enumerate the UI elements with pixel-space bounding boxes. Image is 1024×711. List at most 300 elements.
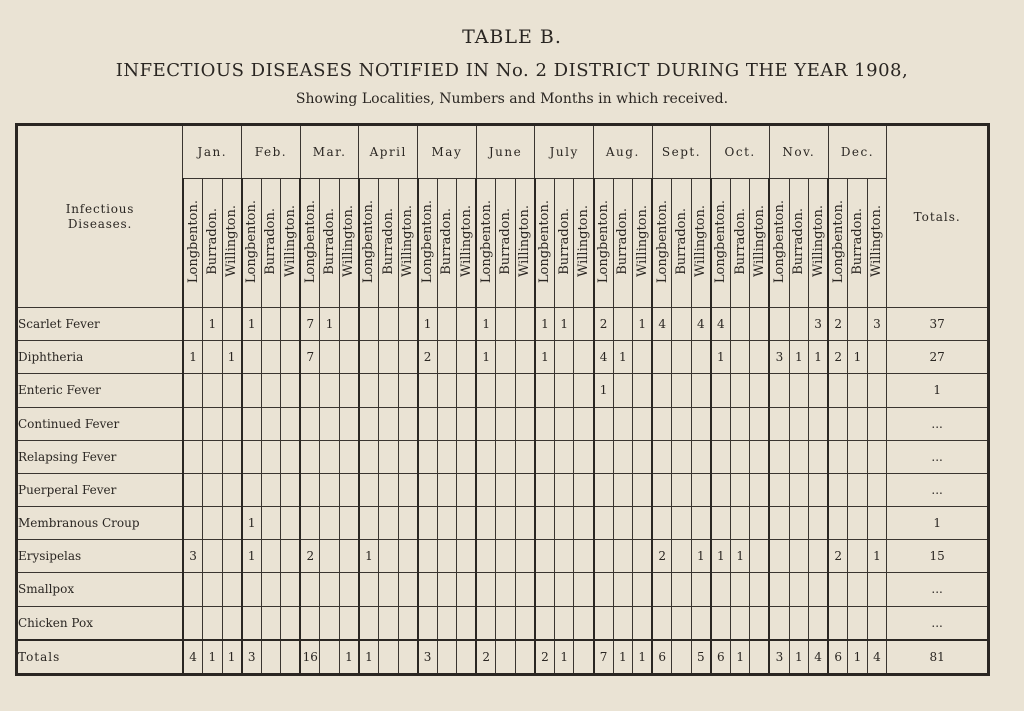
count-cell: [496, 640, 516, 675]
locality-header-cell: [496, 179, 516, 308]
row-total: 15: [887, 540, 989, 573]
count-cell: 1: [242, 540, 262, 573]
table-body: [17, 308, 989, 675]
count-cell: [594, 440, 614, 473]
count-cell: [535, 573, 555, 606]
count-cell: [672, 640, 692, 675]
locality-header-cell: [574, 179, 594, 308]
count-cell: 1: [613, 341, 633, 374]
count-cell: [574, 573, 594, 606]
locality-header: Longbenton.: [596, 199, 612, 284]
count-cell: [261, 573, 281, 606]
count-cell: [809, 440, 829, 473]
count-cell: [339, 308, 359, 341]
locality-header-cell: [281, 179, 301, 308]
locality-header: Longbenton.: [478, 199, 494, 284]
count-cell: [574, 374, 594, 407]
row-label: Totals: [17, 640, 183, 675]
count-cell: [672, 573, 692, 606]
count-cell: [789, 573, 809, 606]
locality-header: Willington.: [575, 205, 591, 278]
count-cell: [457, 440, 477, 473]
count-cell: [261, 606, 281, 640]
disease-header-line2: Diseases.: [67, 216, 133, 231]
count-cell: [418, 573, 438, 606]
count-cell: [339, 374, 359, 407]
count-cell: [261, 507, 281, 540]
count-cell: [672, 606, 692, 640]
count-cell: [789, 440, 809, 473]
locality-header-cell: [730, 179, 750, 308]
count-cell: 16: [300, 640, 320, 675]
count-cell: [496, 606, 516, 640]
count-cell: [769, 440, 789, 473]
count-cell: [828, 473, 848, 506]
locality-header-cell: [203, 179, 223, 308]
row-total: ...: [887, 606, 989, 640]
count-cell: [574, 507, 594, 540]
count-cell: [613, 374, 633, 407]
count-cell: [809, 507, 829, 540]
locality-header-cell: [359, 179, 379, 308]
count-cell: [828, 440, 848, 473]
count-cell: 1: [730, 640, 750, 675]
locality-header: Willington.: [341, 205, 357, 278]
count-cell: [515, 573, 535, 606]
count-cell: 2: [828, 540, 848, 573]
count-cell: [222, 374, 242, 407]
count-cell: [437, 341, 457, 374]
count-cell: [183, 507, 203, 540]
count-cell: [339, 606, 359, 640]
count-cell: 1: [848, 640, 868, 675]
count-cell: [613, 473, 633, 506]
count-cell: [672, 540, 692, 573]
locality-header-cell: [515, 179, 535, 308]
count-cell: [203, 341, 223, 374]
count-cell: 1: [418, 308, 438, 341]
page-title: INFECTIOUS DISEASES NOTIFIED IN No. 2 DISTRICT DURING THE YEAR 1908,: [115, 60, 909, 81]
locality-header-cell: [769, 179, 789, 308]
locality-header-cell: [339, 179, 359, 308]
count-cell: [281, 407, 301, 440]
count-cell: [613, 540, 633, 573]
locality-header: Longbenton.: [830, 199, 846, 284]
count-cell: [476, 440, 496, 473]
count-cell: [378, 573, 398, 606]
count-cell: [203, 374, 223, 407]
count-cell: [691, 507, 711, 540]
count-cell: [398, 606, 418, 640]
count-cell: [457, 341, 477, 374]
row-total: 27: [887, 341, 989, 374]
count-cell: [789, 606, 809, 640]
count-cell: [378, 374, 398, 407]
count-cell: [398, 308, 418, 341]
count-cell: 1: [242, 507, 262, 540]
count-cell: [554, 473, 574, 506]
count-cell: 1: [476, 341, 496, 374]
count-cell: [203, 440, 223, 473]
totals-row: [17, 640, 989, 675]
count-cell: [359, 374, 379, 407]
count-cell: 1: [594, 374, 614, 407]
count-cell: [535, 473, 555, 506]
count-cell: [339, 440, 359, 473]
count-cell: [730, 573, 750, 606]
locality-header: Willington.: [693, 205, 709, 278]
table-row: [17, 308, 989, 341]
count-cell: [515, 507, 535, 540]
locality-header: Willington.: [282, 205, 298, 278]
count-cell: 6: [711, 640, 731, 675]
count-cell: 3: [242, 640, 262, 675]
count-cell: [828, 573, 848, 606]
count-cell: [320, 573, 340, 606]
count-cell: [554, 374, 574, 407]
count-cell: [672, 374, 692, 407]
count-cell: [398, 374, 418, 407]
count-cell: [574, 640, 594, 675]
count-cell: [242, 573, 262, 606]
count-cell: [418, 374, 438, 407]
count-cell: [594, 573, 614, 606]
count-cell: [574, 440, 594, 473]
count-cell: 2: [418, 341, 438, 374]
count-cell: [242, 374, 262, 407]
count-cell: 1: [613, 640, 633, 675]
table-row: [17, 341, 989, 374]
count-cell: [183, 606, 203, 640]
locality-header-cell: [535, 179, 555, 308]
count-cell: [320, 507, 340, 540]
infectious-diseases-table: [15, 123, 990, 676]
locality-header-cell: [261, 179, 281, 308]
count-cell: [535, 440, 555, 473]
count-cell: [398, 640, 418, 675]
count-cell: 3: [769, 640, 789, 675]
count-cell: [457, 606, 477, 640]
count-cell: [554, 573, 574, 606]
count-cell: [633, 606, 653, 640]
count-cell: [476, 473, 496, 506]
count-cell: 1: [848, 341, 868, 374]
locality-header-cell: [691, 179, 711, 308]
row-label: Chicken Pox: [17, 606, 183, 640]
locality-header: Burradon.: [791, 208, 807, 275]
count-cell: [730, 440, 750, 473]
count-cell: [203, 573, 223, 606]
count-cell: [691, 341, 711, 374]
count-cell: [437, 407, 457, 440]
count-cell: [711, 606, 731, 640]
locality-header: Longbenton.: [361, 199, 377, 284]
count-cell: [652, 341, 672, 374]
count-cell: [457, 507, 477, 540]
row-total: 81: [887, 640, 989, 675]
count-cell: [652, 374, 672, 407]
month-header: Jan.: [183, 125, 242, 179]
count-cell: 1: [476, 308, 496, 341]
count-cell: [711, 407, 731, 440]
count-cell: [437, 374, 457, 407]
row-label: Continued Fever: [17, 407, 183, 440]
count-cell: [222, 507, 242, 540]
count-cell: [867, 341, 887, 374]
count-cell: [809, 606, 829, 640]
count-cell: [691, 440, 711, 473]
count-cell: 1: [339, 640, 359, 675]
count-cell: 7: [300, 341, 320, 374]
count-cell: [242, 473, 262, 506]
count-cell: 2: [652, 540, 672, 573]
count-cell: 7: [300, 308, 320, 341]
count-cell: [613, 573, 633, 606]
locality-header: Willington.: [224, 205, 240, 278]
count-cell: [633, 473, 653, 506]
count-cell: [515, 308, 535, 341]
totals-column-header: Totals.: [887, 125, 989, 308]
count-cell: [261, 341, 281, 374]
count-cell: [848, 473, 868, 506]
count-cell: [222, 606, 242, 640]
count-cell: [574, 308, 594, 341]
count-cell: [476, 573, 496, 606]
count-cell: [809, 573, 829, 606]
count-cell: [300, 507, 320, 540]
locality-header-cell: [398, 179, 418, 308]
count-cell: [554, 440, 574, 473]
table-row: [17, 407, 989, 440]
count-cell: [378, 440, 398, 473]
count-cell: [398, 407, 418, 440]
count-cell: [789, 507, 809, 540]
month-header: Dec.: [828, 125, 887, 179]
count-cell: [378, 540, 398, 573]
count-cell: [730, 341, 750, 374]
count-cell: 2: [828, 341, 848, 374]
count-cell: [750, 540, 770, 573]
count-cell: [457, 540, 477, 573]
count-cell: [789, 473, 809, 506]
count-cell: [476, 407, 496, 440]
count-cell: [281, 440, 301, 473]
count-cell: [848, 606, 868, 640]
count-cell: [594, 540, 614, 573]
count-cell: [437, 507, 457, 540]
count-cell: [515, 407, 535, 440]
count-cell: [476, 374, 496, 407]
count-cell: [339, 573, 359, 606]
count-cell: [613, 407, 633, 440]
count-cell: [496, 341, 516, 374]
count-cell: 2: [828, 308, 848, 341]
count-cell: 1: [730, 540, 750, 573]
row-total: 1: [887, 507, 989, 540]
count-cell: [398, 473, 418, 506]
count-cell: [320, 374, 340, 407]
count-cell: [476, 507, 496, 540]
locality-header: Burradon.: [322, 208, 338, 275]
count-cell: [320, 540, 340, 573]
count-cell: [750, 640, 770, 675]
count-cell: [437, 308, 457, 341]
count-cell: [183, 473, 203, 506]
count-cell: [789, 407, 809, 440]
count-cell: [769, 308, 789, 341]
count-cell: [203, 407, 223, 440]
month-header: Oct.: [711, 125, 770, 179]
count-cell: [848, 374, 868, 407]
count-cell: [789, 308, 809, 341]
count-cell: [515, 374, 535, 407]
count-cell: [378, 473, 398, 506]
count-cell: [261, 640, 281, 675]
count-cell: [339, 407, 359, 440]
table-row: [17, 606, 989, 640]
count-cell: [652, 440, 672, 473]
count-cell: [769, 606, 789, 640]
count-cell: [554, 540, 574, 573]
count-cell: [711, 507, 731, 540]
count-cell: [281, 606, 301, 640]
count-cell: [496, 507, 516, 540]
locality-header-cell: [300, 179, 320, 308]
count-cell: [633, 507, 653, 540]
table-head: [17, 125, 989, 308]
locality-header: Willington.: [458, 205, 474, 278]
count-cell: [652, 573, 672, 606]
count-cell: [672, 341, 692, 374]
count-cell: [730, 407, 750, 440]
count-cell: 1: [535, 341, 555, 374]
count-cell: 3: [418, 640, 438, 675]
count-cell: 1: [633, 308, 653, 341]
count-cell: [594, 407, 614, 440]
count-cell: [633, 341, 653, 374]
month-header: May: [418, 125, 477, 179]
count-cell: [613, 440, 633, 473]
count-cell: [750, 507, 770, 540]
count-cell: [242, 606, 262, 640]
count-cell: [183, 440, 203, 473]
count-cell: [867, 507, 887, 540]
row-label: Scarlet Fever: [17, 308, 183, 341]
count-cell: [672, 507, 692, 540]
locality-header: Burradon.: [556, 208, 572, 275]
count-cell: [476, 606, 496, 640]
count-cell: 1: [203, 640, 223, 675]
row-total: ...: [887, 473, 989, 506]
count-cell: [515, 473, 535, 506]
count-cell: [652, 606, 672, 640]
locality-header: Burradon.: [849, 208, 865, 275]
count-cell: [730, 374, 750, 407]
count-cell: [613, 606, 633, 640]
count-cell: [281, 573, 301, 606]
count-cell: [515, 440, 535, 473]
count-cell: [418, 507, 438, 540]
count-cell: 1: [242, 308, 262, 341]
count-cell: [261, 440, 281, 473]
locality-header: Longbenton.: [771, 199, 787, 284]
table-row: [17, 374, 989, 407]
locality-header: Willington.: [869, 205, 885, 278]
table-row: [17, 440, 989, 473]
count-cell: [789, 374, 809, 407]
table-row: [17, 540, 989, 573]
count-cell: [848, 440, 868, 473]
page-subtitle: Showing Localities, Numbers and Months in which received.: [295, 91, 729, 107]
locality-header-cell: [437, 179, 457, 308]
row-label: Membranous Croup: [17, 507, 183, 540]
locality-header: Burradon.: [615, 208, 631, 275]
count-cell: [320, 407, 340, 440]
count-cell: [515, 606, 535, 640]
count-cell: [359, 606, 379, 640]
locality-header: Longbenton.: [420, 199, 436, 284]
count-cell: [437, 606, 457, 640]
count-cell: [672, 440, 692, 473]
count-cell: 2: [535, 640, 555, 675]
table-row: [17, 507, 989, 540]
count-cell: 3: [809, 308, 829, 341]
count-cell: [554, 507, 574, 540]
count-cell: [339, 473, 359, 506]
count-cell: 4: [183, 640, 203, 675]
count-cell: 4: [652, 308, 672, 341]
count-cell: [261, 308, 281, 341]
count-cell: [457, 640, 477, 675]
count-cell: [418, 407, 438, 440]
locality-header: Longbenton.: [185, 199, 201, 284]
count-cell: [183, 374, 203, 407]
count-cell: [457, 407, 477, 440]
count-cell: 1: [222, 640, 242, 675]
month-header: July: [535, 125, 594, 179]
count-cell: [418, 473, 438, 506]
count-cell: [730, 473, 750, 506]
count-cell: [398, 440, 418, 473]
count-cell: [222, 440, 242, 473]
count-cell: [828, 507, 848, 540]
count-cell: [730, 606, 750, 640]
count-cell: [398, 540, 418, 573]
locality-header: Longbenton.: [302, 199, 318, 284]
count-cell: [281, 540, 301, 573]
count-cell: [183, 573, 203, 606]
count-cell: [613, 507, 633, 540]
locality-header-cell: [633, 179, 653, 308]
locality-header-cell: [594, 179, 614, 308]
locality-header-cell: [457, 179, 477, 308]
count-cell: [769, 507, 789, 540]
count-cell: [281, 308, 301, 341]
count-cell: [730, 308, 750, 341]
count-cell: [437, 573, 457, 606]
count-cell: [867, 606, 887, 640]
count-cell: [594, 606, 614, 640]
count-cell: [320, 606, 340, 640]
locality-header: Burradon.: [498, 208, 514, 275]
count-cell: [496, 573, 516, 606]
count-cell: 1: [222, 341, 242, 374]
count-cell: [848, 308, 868, 341]
count-cell: [554, 407, 574, 440]
count-cell: [320, 473, 340, 506]
month-header: April: [359, 125, 418, 179]
count-cell: 5: [691, 640, 711, 675]
